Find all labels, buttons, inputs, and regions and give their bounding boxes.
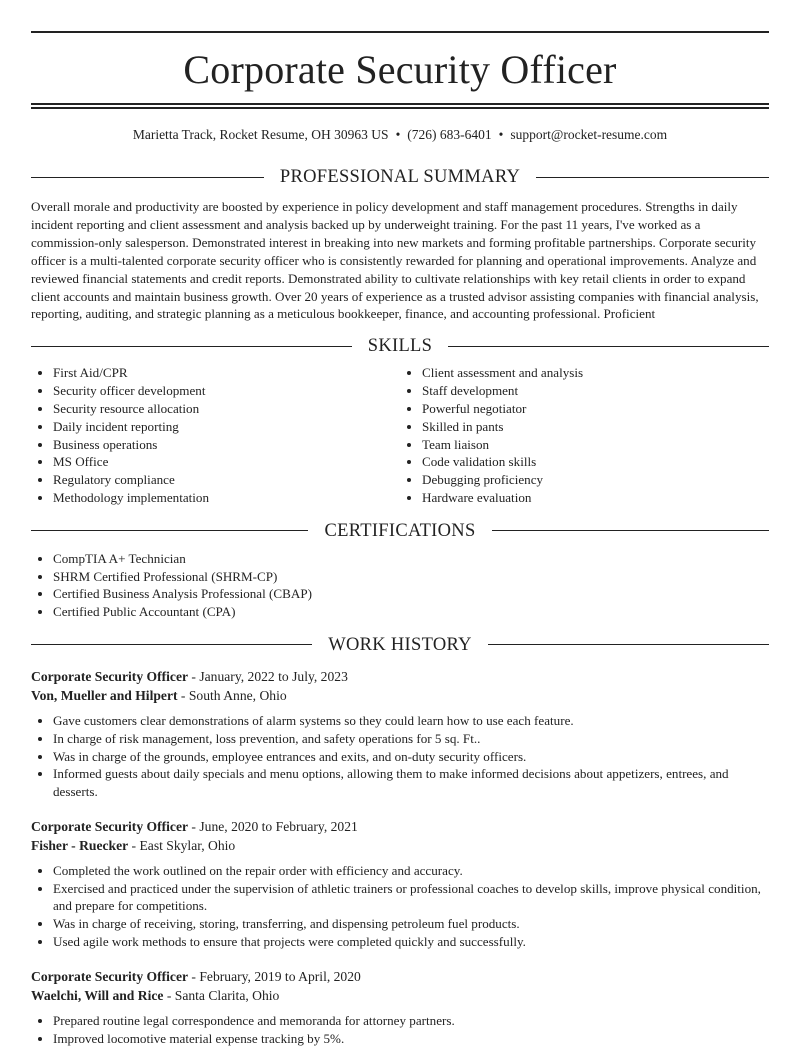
job-bullet: • Improved locomotive material expense tracking by 5%. [53, 1030, 769, 1047]
job-title-line [31, 817, 769, 837]
skills-column-left [31, 364, 400, 506]
job-company-line [31, 836, 769, 856]
heading-rule [31, 346, 352, 347]
job-bullet: • Exercised and practiced under the supervision of athletic trainers or professional coaches to develop skills, improve physical condition, and prepare for competitions. [53, 880, 769, 916]
contact-separator: • [395, 127, 401, 142]
certification-item: • Certified Business Analysis Professional (CBAP) [53, 585, 769, 603]
skill-item: • Business operations [53, 436, 400, 454]
job-bullet: • Was in charge of receiving, storing, transferring, and dispensing petroleum fuel products. [53, 915, 769, 933]
job-bullet: • Used agile work methods to ensure that projects were completed quickly and successfully. [53, 933, 769, 951]
skill-item: • Skilled in pants [422, 418, 769, 436]
job-bullet: • Completed the work outlined on the repair order with efficiency and accuracy. [53, 862, 769, 880]
contact-email: support@rocket-resume.com [510, 127, 668, 142]
job-bullet: • Informed guests about daily specials and menu options, allowing them to make informed decisions about appetizers, entrees, and desserts. [53, 765, 769, 801]
section-title: SKILLS [367, 336, 433, 357]
heading-rule [536, 177, 769, 178]
skill-item: • Daily incident reporting [53, 418, 400, 436]
certification-item: • CompTIA A+ Technician [53, 550, 769, 568]
job-title-line [31, 967, 769, 987]
skill-item: • Regulatory compliance [53, 471, 400, 489]
summary-text: Overall morale and productivity are boosted by experience in policy development and staff management procedures. Strengths in daily incident reporting and client assessment and analysis backed up by underweight training. For the past 11 years, I've worked as a commission-only salesperson. Demonstrated interest in breaking into new markets and forming profitable partnerships. Corporate security officer is a multi-talented corporate security officer who is consistently rewarded for planning and operational improvements. Analyze and reviewed financial statements and credit reports. Demonstrated ability to cultivate relationships with key retail clients in order to expand client accounts and maintain business growth. Over 20 years of experience as a trusted advisor assisting companies with financial analysis, reporting, auditing, and strategic planning as a meticulous bookkeeper, finance, and accounting professional. Proficient [31, 199, 759, 322]
skills-list [31, 364, 769, 506]
job-company: Von, Mueller and Hilpert [31, 688, 178, 704]
skill-item: • Hardware evaluation [422, 489, 769, 507]
skill-item: • Powerful negotiator [422, 400, 769, 418]
job-bullets [31, 862, 769, 951]
contact-line [31, 126, 769, 144]
heading-rule [31, 644, 312, 645]
job-location: - East Skylar, Ohio [128, 838, 236, 854]
section-title: WORK HISTORY [328, 634, 472, 655]
job-location: - South Anne, Ohio [177, 688, 287, 704]
heading-rule [31, 530, 308, 531]
certifications-list [31, 550, 769, 621]
job-bullet: • In charge of risk management, loss prevention, and safety operations for 5 sq. Ft.. [53, 730, 769, 748]
job-title-line [31, 667, 769, 687]
skill-item: • Security officer development [53, 382, 400, 400]
job-title: Corporate Security Officer [31, 818, 189, 834]
job-title: Corporate Security Officer [31, 668, 189, 684]
job-dates: - June, 2020 to February, 2021 [188, 818, 358, 834]
heading-rule [492, 530, 769, 531]
section-title: CERTIFICATIONS [324, 520, 476, 541]
resume-page [31, 31, 769, 1047]
heading-rule [488, 644, 769, 645]
heading-rule [31, 177, 264, 178]
job-location: - Santa Clarita, Ohio [163, 988, 280, 1004]
job-company-line [31, 986, 769, 1006]
skill-item: • Staff development [422, 382, 769, 400]
certification-item: • SHRM Certified Professional (SHRM-CP) [53, 568, 769, 586]
job-company-line [31, 686, 769, 706]
contact-phone: (726) 683-6401 [407, 127, 492, 142]
skill-item: • Team liaison [422, 436, 769, 454]
job-bullets [31, 1012, 769, 1047]
job-company: Waelchi, Will and Rice [31, 988, 164, 1004]
section-summary-heading [31, 165, 769, 189]
section-skills-heading [31, 334, 769, 358]
contact-separator: • [498, 127, 504, 142]
job-entry [31, 667, 769, 801]
skill-item: • MS Office [53, 453, 400, 471]
job-bullets [31, 712, 769, 801]
job-bullet: • Prepared routine legal correspondence and memoranda for attorney partners. [53, 1012, 769, 1030]
skills-column-right [400, 364, 769, 506]
skill-item: • Code validation skills [422, 453, 769, 471]
section-certifications-heading [31, 519, 769, 543]
skill-item: • Security resource allocation [53, 400, 400, 418]
skill-item: • First Aid/CPR [53, 364, 400, 382]
heading-rule [448, 346, 769, 347]
job-entry [31, 817, 769, 951]
job-title: Corporate Security Officer [31, 968, 189, 984]
skill-item: • Debugging proficiency [422, 471, 769, 489]
job-bullet: • Gave customers clear demonstrations of alarm systems so they could learn how to use each feature. [53, 712, 769, 730]
section-work-heading [31, 633, 769, 657]
skill-item: • Methodology implementation [53, 489, 400, 507]
job-dates: - January, 2022 to July, 2023 [188, 668, 348, 684]
job-bullet: • Was in charge of the grounds, employee entrances and exits, and on-duty security officers. [53, 748, 769, 766]
job-company: Fisher - Ruecker [31, 838, 129, 854]
header-double-rule [31, 103, 769, 109]
skill-item: • Client assessment and analysis [422, 364, 769, 382]
job-dates: - February, 2019 to April, 2020 [188, 968, 361, 984]
section-title: PROFESSIONAL SUMMARY [279, 167, 521, 187]
resume-name: Corporate Security Officer [183, 47, 617, 92]
certification-item: • Certified Public Accountant (CPA) [53, 603, 769, 621]
contact-address: Marietta Track, Rocket Resume, OH 30963 US [132, 127, 389, 142]
top-rule [31, 31, 769, 33]
